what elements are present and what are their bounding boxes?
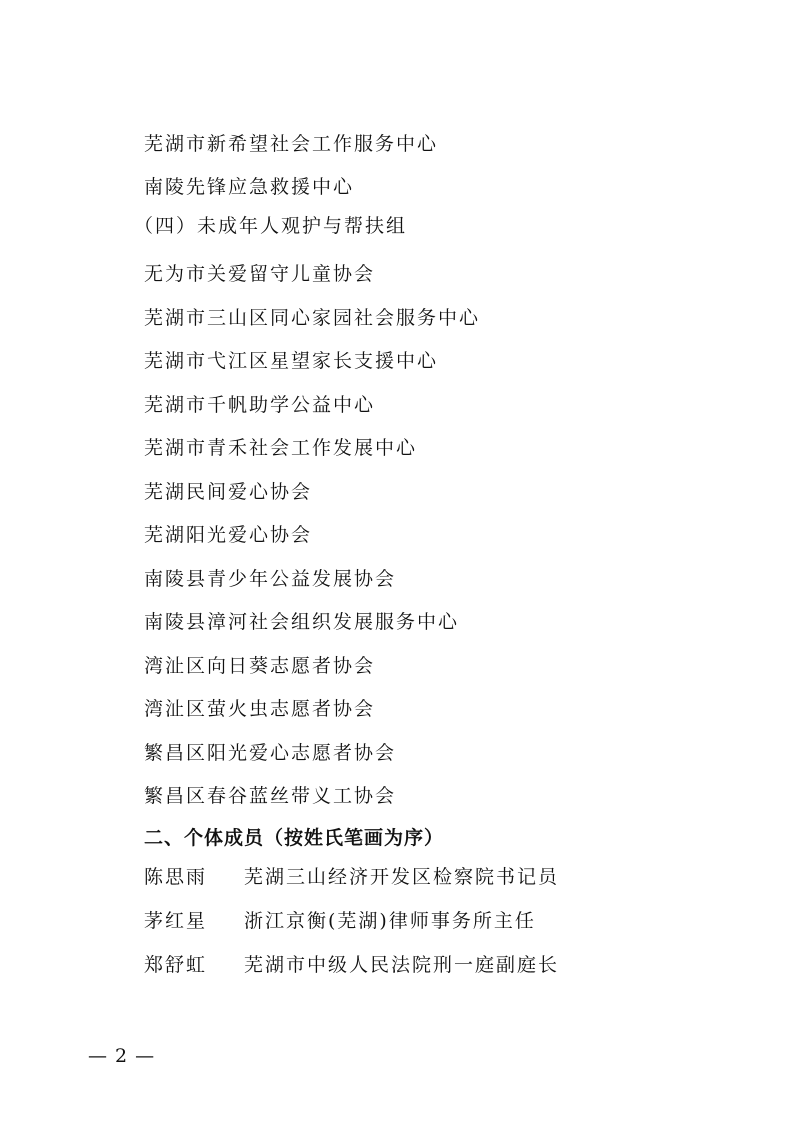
section-two-heading: 二、个体成员（按姓氏笔画为序） (144, 827, 445, 849)
org-list-item: 芜湖阳光爱心协会 (144, 524, 313, 546)
org-list-item: 湾沚区萤火虫志愿者协会 (144, 698, 376, 720)
member-name: 陈思雨 (144, 866, 208, 888)
member-title: 芜湖市中级人民法院刑一庭副庭长 (244, 954, 560, 976)
org-list-item: 南陵县漳河社会组织发展服务中心 (144, 611, 460, 633)
member-title: 浙江京衡(芜湖)律师事务所主任 (244, 910, 536, 932)
org-list-item: 芜湖市弋江区星望家长支援中心 (144, 350, 439, 372)
page-number: — 2 — (88, 1045, 156, 1067)
org-list-item: 芜湖民间爱心协会 (144, 481, 313, 503)
org-list-item: 芜湖市新希望社会工作服务中心 (144, 133, 439, 155)
org-list-item: 南陵县青少年公益发展协会 (144, 568, 397, 590)
member-name: 茅红星 (144, 910, 208, 932)
member-name: 郑舒虹 (144, 954, 208, 976)
member-title: 芜湖三山经济开发区检察院书记员 (244, 866, 560, 888)
org-list-item: 南陵先锋应急救援中心 (144, 176, 355, 198)
section-four-heading: （四）未成年人观护与帮扶组 (134, 215, 408, 237)
org-list-item: 繁昌区阳光爱心志愿者协会 (144, 742, 397, 764)
org-list-item: 湾沚区向日葵志愿者协会 (144, 655, 376, 677)
org-list-item: 无为市关爱留守儿童协会 (144, 263, 376, 285)
org-list-item: 繁昌区春谷蓝丝带义工协会 (144, 785, 397, 807)
org-list-item: 芜湖市青禾社会工作发展中心 (144, 437, 418, 459)
org-list-item: 芜湖市三山区同心家园社会服务中心 (144, 307, 481, 329)
org-list-item: 芜湖市千帆助学公益中心 (144, 394, 376, 416)
